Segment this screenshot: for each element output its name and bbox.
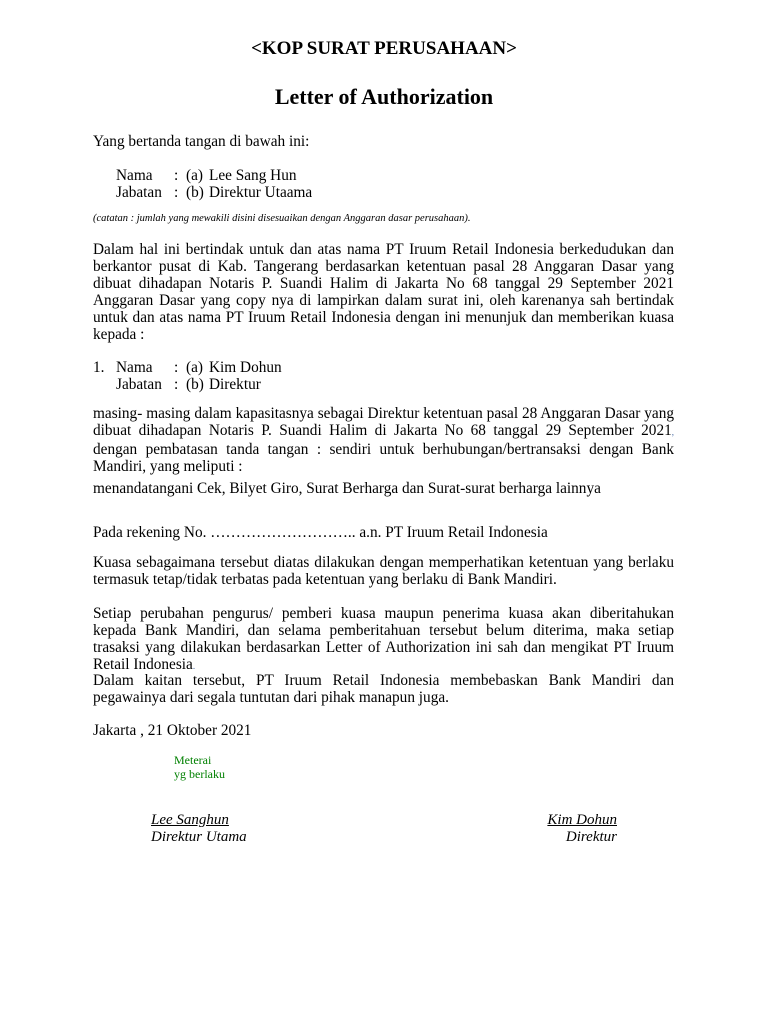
signer-name-label: Nama: [116, 167, 153, 184]
capacity-paragraph-rest: dengan pembatasan tanda tangan : sendiri untuk berhubungan/bertransaksi dengan Bank Mandiri, yang meliputi :: [93, 441, 674, 475]
signer-position-prefix: (b): [186, 184, 204, 201]
representative-note: (catatan : jumlah yang mewakili disini disesuaikan dengan Anggaran dasar perusahaan).: [93, 213, 471, 224]
authorization-scope: menandatangani Cek, Bilyet Giro, Surat Berharga dan Surat-surat berharga lainnya: [93, 480, 601, 497]
capacity-paragraph-comma: ,: [671, 427, 674, 437]
signer-position-label: Jabatan: [116, 184, 162, 201]
appointee-name-prefix: (a): [186, 359, 203, 376]
compliance-paragraph: Kuasa sebagaimana tersebut diatas dilakukan dengan memperhatikan ketentuan yang berlaku termasuk tetap/tidak terbatas pada ketentuan yang berlaku di Bank Mandiri.: [93, 554, 674, 588]
left-signatory-name: Lee Sanghun: [151, 812, 229, 828]
stamp-duty-label-line1: Meterai: [174, 753, 212, 767]
appointee-name-label: Nama: [116, 359, 153, 376]
account-line: Pada rekening No. ……………………….. a.n. PT Iruum Retail Indonesia: [93, 524, 548, 541]
signer-name-prefix: (a): [186, 167, 203, 184]
right-signatory-name: Kim Dohun: [547, 812, 617, 828]
appointee-position-value: Direktur: [209, 376, 261, 393]
place-date: Jakarta , 21 Oktober 2021: [93, 722, 252, 739]
letterhead-placeholder: <KOP SURAT PERUSAHAAN>: [251, 38, 517, 59]
authority-paragraph: Dalam hal ini bertindak untuk dan atas nama PT Iruum Retail Indonesia berkedudukan dan berkantor pusat di Kab. Tangerang berdasarkan ketentuan pasal 28 Anggaran Dasar yang dibuat dihadapan Notaris P. Suandi Halim di Jakarta No 68 tanggal 29 September 2021 Anggaran Dasar yang copy nya di lampirkan dalam surat ini, oleh karenanya sah bertindak untuk dan atas nama PT Iruum Retail Indonesia dengan ini menunjuk dan memberikan kuasa kepada :: [93, 241, 674, 343]
signer-name-value: Lee Sang Hun: [209, 167, 297, 184]
appointee-name-value: Kim Dohun: [209, 359, 282, 376]
appointee-number: 1.: [93, 359, 105, 376]
left-signatory-title: Direktur Utama: [151, 829, 247, 845]
appointee-position-prefix: (b): [186, 376, 204, 393]
right-signatory-title: Direktur: [565, 829, 617, 845]
notification-paragraph: [93, 605, 674, 675]
capacity-paragraph: [93, 405, 674, 475]
intro-line: Yang bertanda tangan di bawah ini:: [93, 133, 310, 150]
release-paragraph: Dalam kaitan tersebut, PT Iruum Retail Indonesia membebaskan Bank Mandiri dan pegawainya dari segala tuntutan dari pihak manapun juga.: [93, 672, 674, 706]
stamp-duty-label-line2: yg berlaku: [174, 767, 225, 781]
appointee-name-colon: :: [174, 359, 179, 376]
notification-paragraph-text: Setiap perubahan pengurus/ pemberi kuasa maupun penerima kuasa akan diberitahukan kepada Bank Mandiri, dan selama pemberitahuan tersebut belum diterima, maka setiap trasaksi yang dilakukan berdasarkan Letter of Authorization ini sah dan mengikat PT Iruum Retail Indonesia: [93, 605, 674, 673]
document-title: Letter of Authorization: [274, 84, 494, 109]
signer-position-colon: :: [174, 184, 179, 201]
appointee-position-label: Jabatan: [116, 376, 162, 393]
signer-position-value: Direktur Utaama: [209, 184, 313, 201]
signer-name-colon: :: [174, 167, 179, 184]
notification-paragraph-dot: .: [192, 661, 196, 671]
appointee-position-colon: :: [174, 376, 179, 393]
capacity-paragraph-main: masing- masing dalam kapasitasnya sebagai Direktur ketentuan pasal 28 Anggaran Dasar yang dibuat dihadapan Notaris P. Suandi Halim di Jakarta No 68 tanggal 29 September 2021: [93, 405, 674, 439]
